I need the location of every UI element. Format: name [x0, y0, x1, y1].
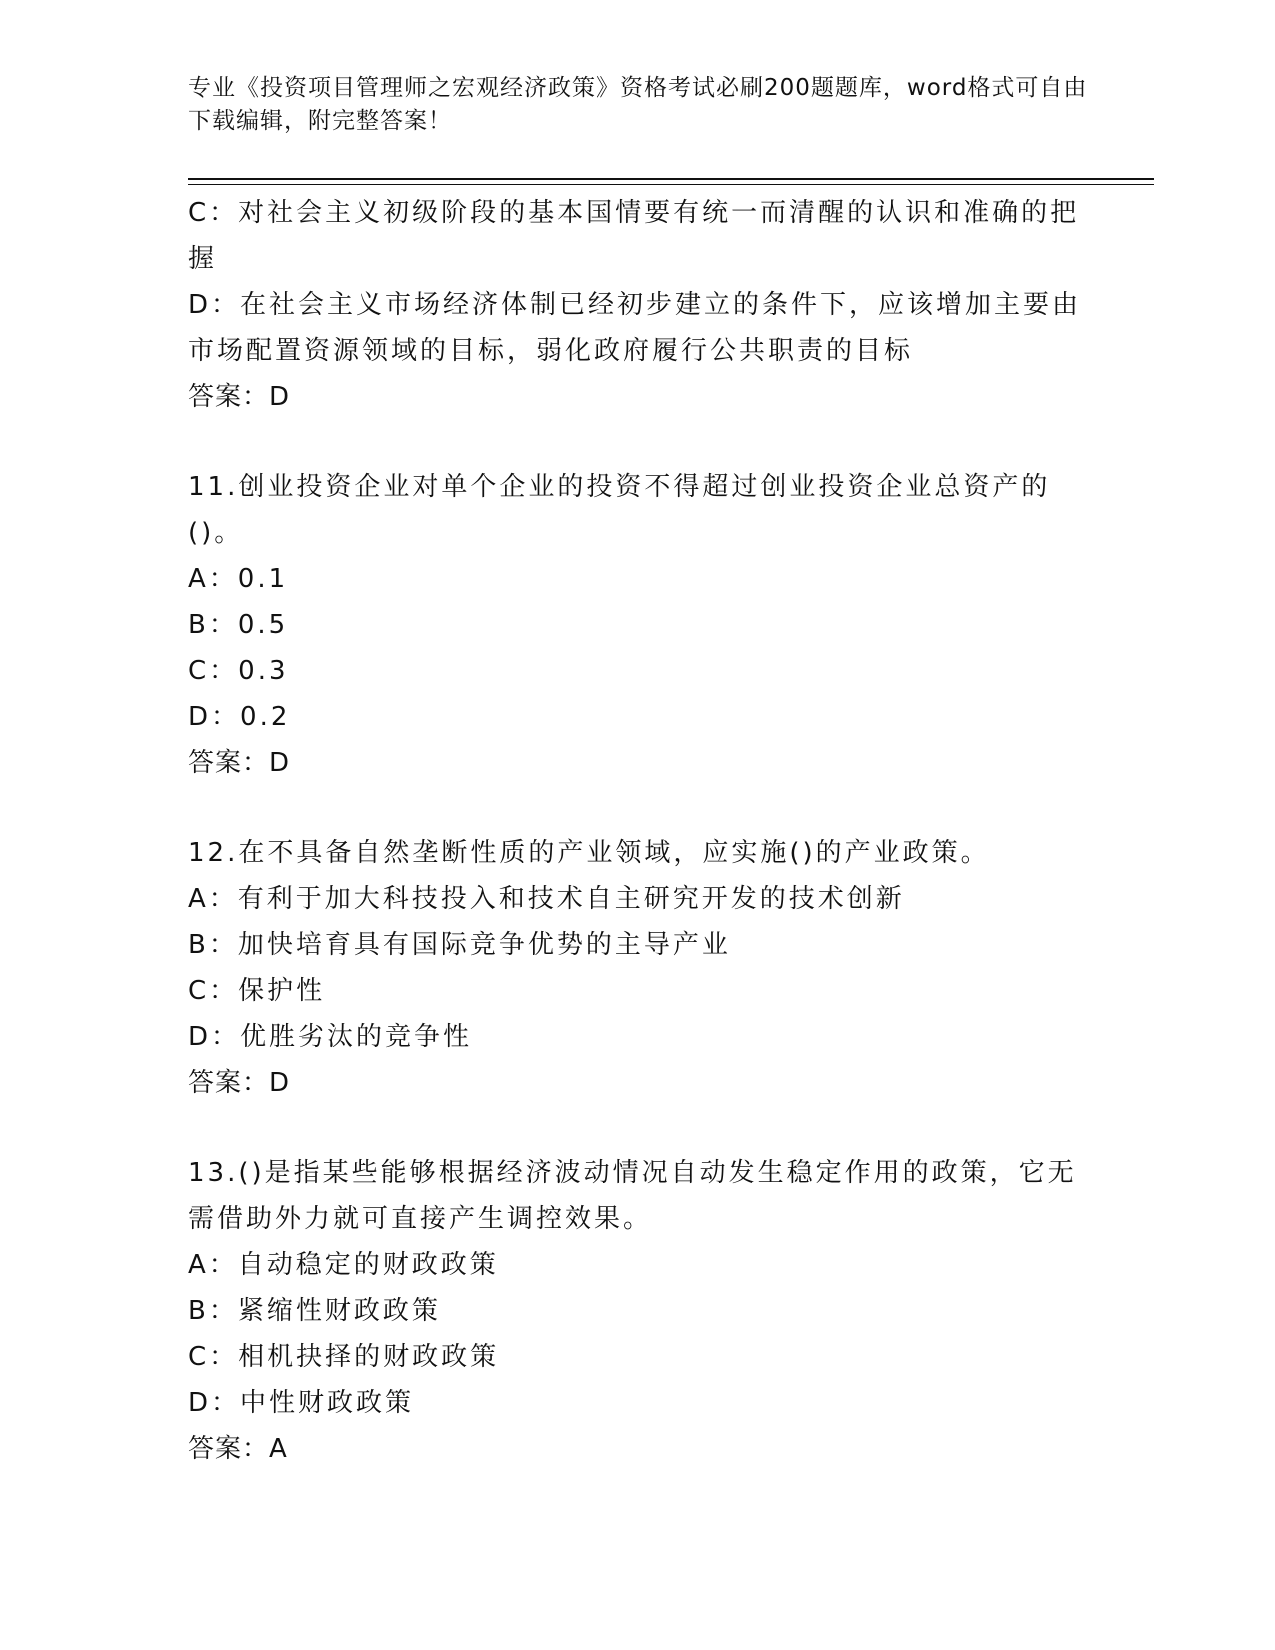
question-block-13: [188, 1150, 1088, 1472]
question-block-11: [188, 464, 1088, 786]
question-text: 12.在不具备自然垄断性质的产业领域，应实施()的产业政策。: [188, 838, 990, 868]
option-c: C：对社会主义初级阶段的基本国情要有统一而清醒的认识和准确的把握: [188, 198, 1080, 274]
header-rule-thin: [188, 184, 1154, 185]
option-b: B：0.5: [188, 610, 289, 640]
option-c: C：相机抉择的财政政策: [188, 1342, 500, 1372]
question-text: 13.()是指某些能够根据经济波动情况自动发生稳定作用的政策，它无需借助外力就可直接产生调控效果。: [188, 1158, 1077, 1234]
question-block-12: [188, 830, 1088, 1106]
answer: 答案：D: [188, 382, 291, 412]
question-block-10-tail: [188, 190, 1088, 420]
option-c: C：0.3: [188, 656, 289, 686]
question-text: 11.创业投资企业对单个企业的投资不得超过创业投资企业总资产的()。: [188, 472, 1051, 548]
option-a: A：自动稳定的财政政策: [188, 1250, 499, 1280]
option-b: B：加快培育具有国际竞争优势的主导产业: [188, 930, 731, 960]
answer: 答案：A: [188, 1434, 288, 1464]
option-b: B：紧缩性财政政策: [188, 1296, 441, 1326]
option-d: D：优胜劣汰的竞争性: [188, 1022, 473, 1052]
option-d: D：中性财政政策: [188, 1388, 415, 1418]
document-header: 专业《投资项目管理师之宏观经济政策》资格考试必刷200题题库，word格式可自由下载编辑，附完整答案！: [188, 75, 1088, 134]
option-a: A：有利于加大科技投入和技术自主研究开发的技术创新: [188, 884, 905, 914]
option-d: D：在社会主义市场经济体制已经初步建立的条件下，应该增加主要由市场配置资源领域的目标，弱化政府履行公共职责的目标: [188, 290, 1082, 366]
answer: 答案：D: [188, 1068, 291, 1098]
header-rule-thick: [188, 178, 1154, 180]
answer: 答案：D: [188, 748, 291, 778]
option-d: D：0.2: [188, 702, 291, 732]
option-a: A：0.1: [188, 564, 289, 594]
document-content: [188, 190, 1088, 1472]
option-c: C：保护性: [188, 976, 326, 1006]
